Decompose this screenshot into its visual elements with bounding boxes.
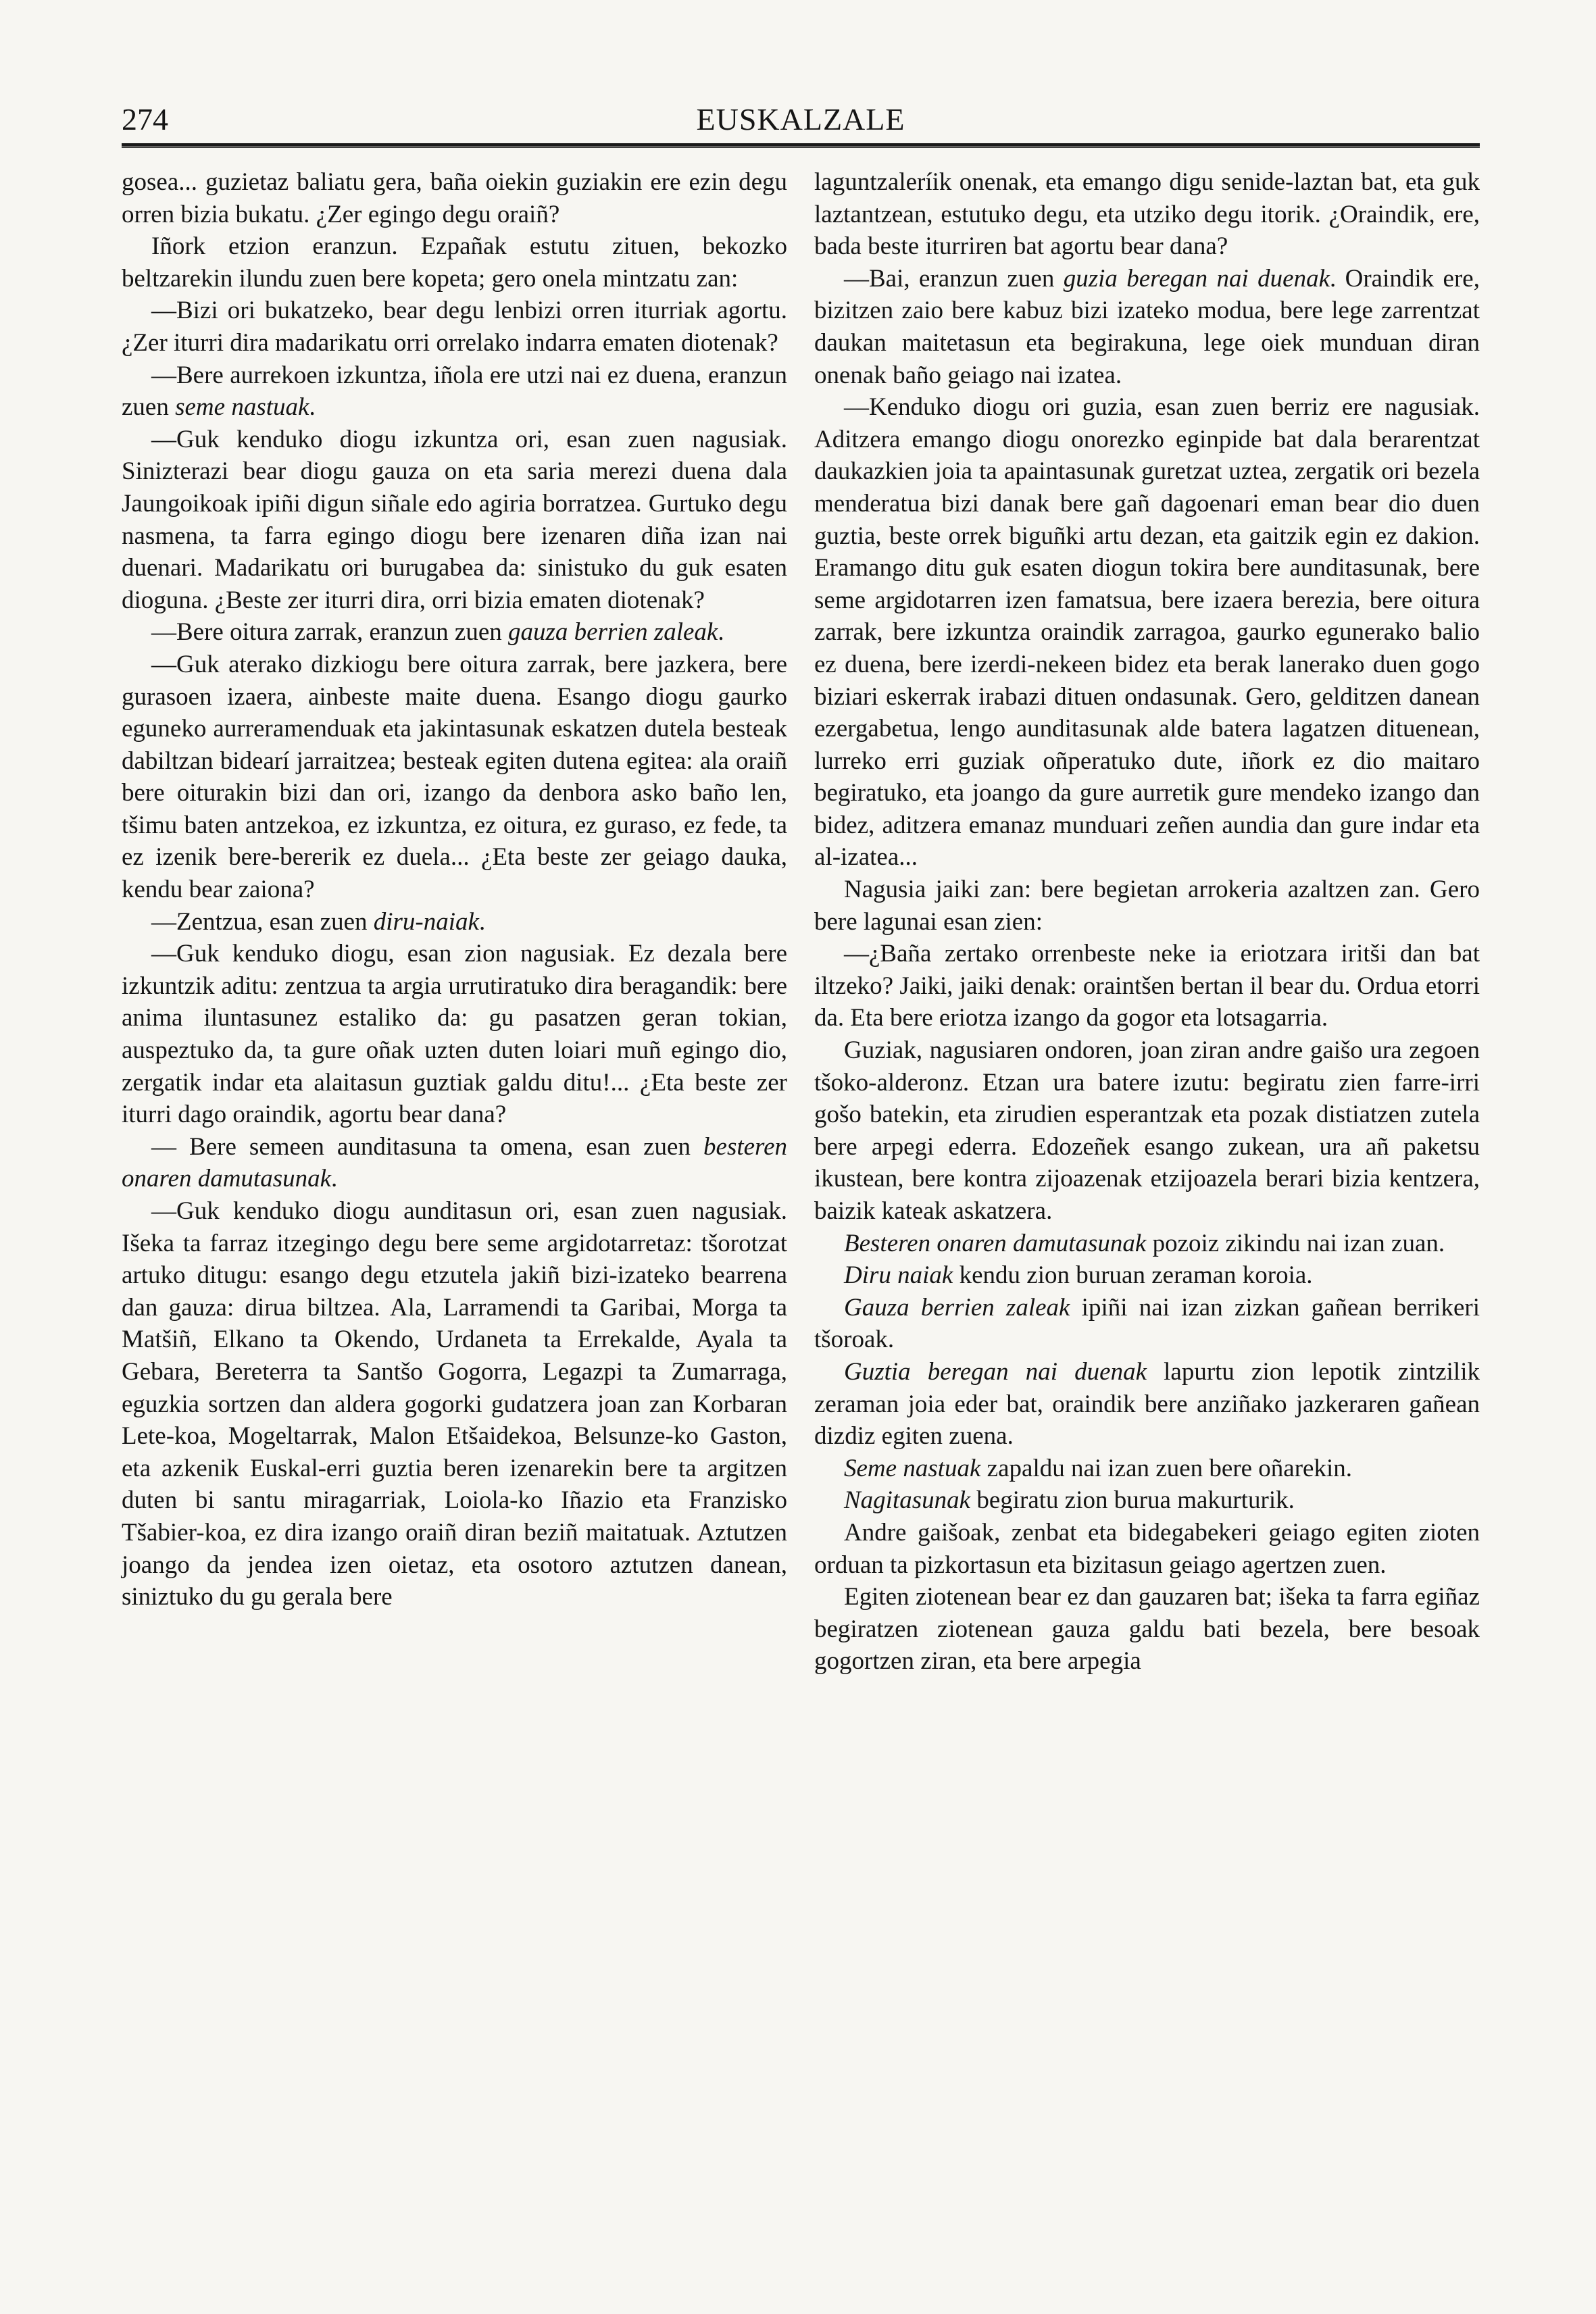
paragraph-text: ipiñi nai izan zizkan gañean berrikeri tšoroak. bbox=[814, 1293, 1480, 1354]
running-title: EUSKALZALE bbox=[696, 102, 905, 136]
page-header bbox=[122, 101, 1480, 142]
paragraph-text: begiratu zion burua makurturik. bbox=[970, 1486, 1295, 1515]
italic-text: besteren onaren damutasunak bbox=[122, 1132, 787, 1193]
paragraph bbox=[122, 359, 787, 424]
italic-text: seme nastuak bbox=[175, 393, 309, 422]
paragraph-text: Andre gaišoak, zenbat eta bidegabekeri geiago egiten zioten orduan ta pizkortasun eta bizitasun geiago agertzen zuen. bbox=[814, 1518, 1480, 1579]
paragraph-text: —Bizi ori bukatzeko, bear degu lenbizi orren iturriak agortu. ¿Zer iturri dira madarikatu orri orrelako indarra ematen diotenak? bbox=[122, 297, 787, 357]
paragraph bbox=[814, 1292, 1480, 1356]
italic-text: Besteren onaren damutasunak bbox=[844, 1229, 1147, 1257]
paragraph-text: —Guk kenduko diogu, esan zion nagusiak. Ez dezala bere izkuntzik aditu: zentzua ta argia urrutiratuko dira beragandik: bere anima iluntasunez estaliko da: gu pasatzen geran tokian, auspeztuko da, ta gure oñak uzten duten loiari muñ egingo dio, zergatik indar eta alaitasun guztiak galdu ditu!... ¿Eta beste zer iturri dago oraindik, agortu bear dana? bbox=[122, 940, 787, 1129]
paragraph-text: Guziak, nagusiaren ondoren, joan ziran andre gaišo ura zegoen tšoko-alderonz. Etzan ura batere izutu: begiratu zien farre-irri gošo batekin, eta zirudien esperantzak eta pozak distiatzen zutela bere arpegi ederra. Edozeñek esango zukean, ura añ paketsu ikustean, bere kontra zijoazenak etzijoazela berari bizia kentzera, baizik kateak askatzera. bbox=[814, 1036, 1480, 1225]
paragraph-text: —Guk kenduko diogu aunditasun ori, esan zuen nagusiak. Išeka ta farraz itzegingo degu bere seme argidotarretaz: tšorotzat artuko ditugu: esango degu etzutela jakiñ bizi-izateko bearrena dan gauza: dirua biltzea. Ala, Larramendi ta Garibai, Morga ta Matšiñ, Elkano ta Okendo, Urdaneta ta Errekalde, Ayala ta Gebara, Bereterra ta Santšo Gogorra, Legazpi ta Zumarraga, eguzkia sortzen dan aldera gogorki gudatzera joan zan Korbaran Lete-koa, Mogeltarrak, Malon Etšaidekoa, Belsunze-ko Gaston, eta azkenik Euskal-erri guztia beren izenarekin bere ta argitzen duten bi santu miragarriak, Loiola-ko Iñazio eta Franzisko Tšabier-koa, ez dira izango oraiñ diran beziñ maitatuak. Aztutzen joango da jendea izen oietaz, eta osotoro aztutzen danean, siniztuko du gu gerala bere bbox=[122, 1197, 787, 1611]
italic-text: gauza berrien zaleak bbox=[508, 618, 718, 647]
paragraph-text: . Oraindik ere, bizitzen zaio bere kabuz bizi izateko modua, bere lege zarrentzat daukan maitetasun eta begirakuna, lege oiek munduan diran onenak baño geiago nai izatea. bbox=[814, 264, 1480, 389]
paragraph-text: — Bere semeen aunditasuna ta omena, esan zuen bbox=[151, 1132, 704, 1161]
italic-text: guzia beregan nai duenak bbox=[1063, 264, 1330, 293]
paragraph bbox=[814, 1228, 1480, 1260]
paragraph bbox=[814, 1034, 1480, 1228]
paragraph bbox=[122, 938, 787, 1131]
paragraph bbox=[814, 166, 1480, 263]
paragraph bbox=[122, 424, 787, 617]
paragraph bbox=[814, 391, 1480, 874]
paragraph bbox=[122, 230, 787, 295]
paragraph bbox=[814, 1259, 1480, 1292]
paragraph bbox=[814, 1356, 1480, 1453]
paragraph bbox=[814, 1453, 1480, 1485]
italic-text: Nagitasunak bbox=[844, 1486, 971, 1515]
paragraph-text: . bbox=[331, 1165, 338, 1193]
paragraph-text: —Kenduko diogu ori guzia, esan zuen berriz ere nagusiak. Aditzera emango diogu onorezko eginpide bat dala berarentzat daukazkien joia ta apaintasunak guretzat uztea, zergatik ori bezela menderatua bizi danak bere gañ dagoenari eman bear dio duen guztia, beste orrek biguñki artu dezan, eta gaitzik egin ez dakion. Eramango ditu guk esaten diogun tokira bere aunditasunak, bere seme argidotarren izen famatsua, bere izaera berezia, bere oitura zarrak, bere izkuntza oraindik zarragoa, gaurko egunerako balio ez duena, bere izerdi-nekeen bidez eta berak lanerako duen gogo biziari eskerrak irabazi dituen ondasunak. Gero, gelditzen danean ezergabetua, lengo aunditasunak alde batera lagatzen dituenean, lurreko erri guziak oñperatuko dute, iñork ez dio maitaro begiratuko, eta joango da gure aurretik gure mendeko izango dan bidez, aditzera emanaz munduari zeñen aundia dan gure indar eta al-izatea... bbox=[814, 393, 1480, 872]
left-column bbox=[122, 166, 787, 1613]
paragraph bbox=[122, 1195, 787, 1613]
paragraph bbox=[122, 616, 787, 649]
paragraph bbox=[814, 263, 1480, 391]
paragraph bbox=[122, 166, 787, 230]
paragraph-text: —Zentzua, esan zuen bbox=[151, 907, 374, 936]
paragraph-text: gosea... guzietaz baliatu gera, baña oiekin guziakin ere ezin degu orren bizia bukatu. ¿Zer egingo degu oraiñ? bbox=[122, 168, 787, 228]
paragraph bbox=[122, 906, 787, 938]
italic-text: Seme nastuak bbox=[844, 1454, 981, 1482]
paragraph-text: kendu zion buruan zeraman koroia. bbox=[953, 1261, 1313, 1290]
paragraph bbox=[814, 874, 1480, 938]
paragraph bbox=[814, 1517, 1480, 1581]
paragraph-text: —¿Baña zertako orrenbeste neke ia eriotzara iritši dan bat iltzeko? Jaiki, jaiki denak: oraintšen bertan il bear du. Ordua etorri da. Eta bere eriotza izango da gogor eta lotsagarria. bbox=[814, 940, 1480, 1032]
paragraph-text: . bbox=[478, 907, 486, 936]
paragraph-text: —Guk aterako dizkiogu bere oitura zarrak, bere jazkera, bere gurasoen izaera, ainbeste maite duena. Esango diogu gaurko eguneko aurreramenduak eta jakintasunak eskatzen dutela besteak dabiltzan bidearí jarraitzea; besteak egiten dutena egitea: ala oraiñ bere oiturakin bizi dan ori, izango da denbora asko baño len, tšimu baten antzekoa, ez izkuntza, ez oitura, ez guraso, ez fede, ta ez izenik bere-bererik ez duela... ¿Eta beste zer geiago dauka, kendu bear zaiona? bbox=[122, 650, 787, 904]
paragraph-text: —Guk kenduko diogu izkuntza ori, esan zuen nagusiak. Sinizterazi bear diogu gauza on eta saria merezi duena dala Jaungoikoak ipiñi digun siñale edo agiria borratzea. Gurtuko degu nasmena, ta farra egingo diogu bere izenaren diña izan nai duenari. Madarikatu ori burugabea da: sinistuko du guk esaten dioguna. ¿Beste zer iturri dira, orri bizia ematen diotenak? bbox=[122, 425, 787, 614]
right-column bbox=[814, 166, 1480, 1678]
paragraph-text: . bbox=[309, 393, 316, 422]
paragraph-text: . bbox=[718, 618, 724, 647]
page-number: 274 bbox=[122, 102, 168, 136]
paragraph-text: —Bai, eranzun zuen bbox=[844, 264, 1064, 293]
paragraph-text: zapaldu nai izan zuen bere oñarekin. bbox=[980, 1454, 1353, 1482]
italic-text: Guztia beregan nai duenak bbox=[844, 1357, 1147, 1386]
paragraph bbox=[122, 1131, 787, 1195]
paragraph bbox=[814, 1484, 1480, 1517]
paragraph-text: lapurtu zion lepotik zintzilik zeraman joia eder bat, oraindik bere anziñako jazkeraren gañean dizdiz egiten zuena. bbox=[814, 1357, 1480, 1451]
paragraph-text: —Bere aurrekoen izkuntza, iñola ere utzi nai ez duena, eranzun zuen bbox=[122, 361, 787, 422]
paragraph-text: Nagusia jaiki zan: bere begietan arrokeria azaltzen zan. Gero bere lagunai esan zien: bbox=[814, 876, 1480, 936]
paragraph-text: Egiten ziotenean bear ez dan gauzaren bat; išeka ta farra egiñaz begiratzen ziotenean gauza galdu bati bezela, bere besoak gogortzen ziran, eta bere arpegia bbox=[814, 1583, 1480, 1676]
paragraph-text: —Bere oitura zarrak, eranzun zuen bbox=[151, 618, 508, 647]
paragraph-text: Iñork etzion eranzun. Ezpañak estutu zituen, bekozko beltzarekin ilundu zuen bere kopeta; gero onela mintzatu zan: bbox=[122, 232, 787, 293]
header-rule bbox=[122, 143, 1480, 148]
paragraph-text: pozoiz zikindu nai izan zuan. bbox=[1146, 1229, 1445, 1257]
paragraph bbox=[122, 649, 787, 906]
paragraph-text: laguntzaleríik onenak, eta emango digu senide-laztan bat, eta guk laztantzean, estutuko degu, eta utziko degu itorik. ¿Oraindik, ere, bada beste iturriren bat agortu bear dana? bbox=[814, 168, 1480, 261]
paragraph bbox=[814, 938, 1480, 1034]
paragraph bbox=[122, 295, 787, 359]
italic-text: diru-naiak bbox=[373, 907, 479, 936]
italic-text: Diru naiak bbox=[844, 1261, 953, 1290]
paragraph bbox=[814, 1581, 1480, 1678]
italic-text: Gauza berrien zaleak bbox=[844, 1293, 1070, 1322]
